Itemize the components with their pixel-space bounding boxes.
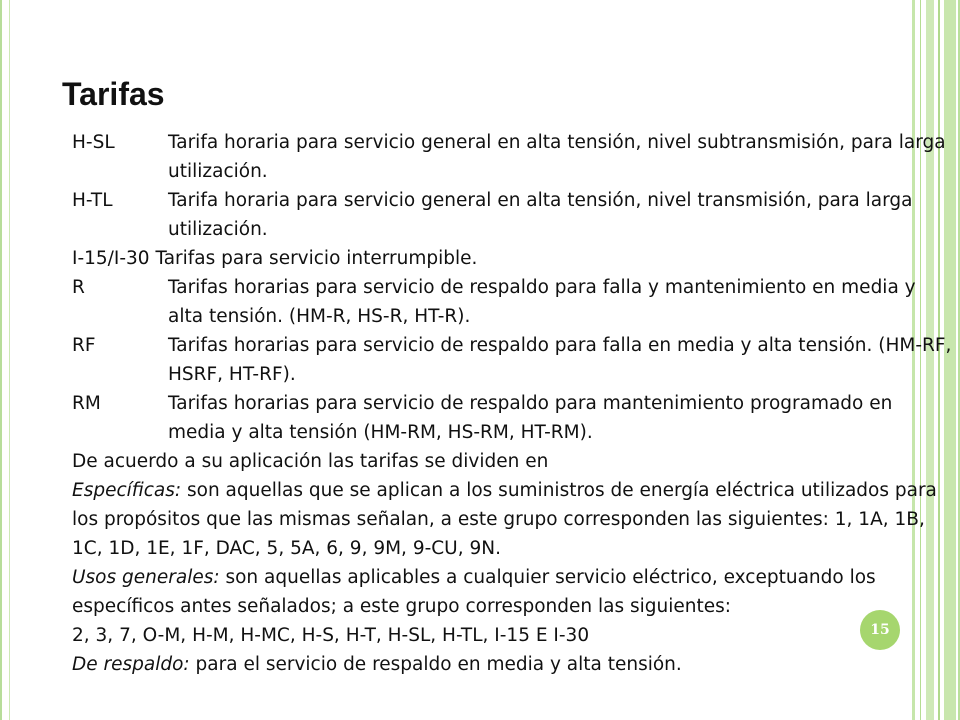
definition-row	[72, 128, 952, 186]
tariff-description: Tarifas horarias para servicio de respaldo para falla en media y alta tensión. (HM-RF, HSRF, HT-RF).	[168, 335, 952, 385]
tariff-code: H-SL	[72, 132, 115, 153]
respaldo-paragraph	[72, 650, 952, 679]
slide-content	[72, 128, 952, 679]
tariff-description: Tarifa horaria para servicio general en alta tensión, nivel subtransmisión, para larga utilización.	[168, 132, 946, 182]
tariff-code: RM	[72, 393, 101, 414]
page-number-badge: 15	[860, 610, 900, 650]
tariff-description: Tarifa horaria para servicio general en alta tensión, nivel transmisión, para larga utilización.	[168, 190, 913, 240]
intro-line: De acuerdo a su aplicación las tarifas se dividen en	[72, 451, 549, 472]
respaldo-text: para el servicio de respaldo en media y alta tensión.	[189, 654, 682, 675]
especificas-text: son aquellas que se aplican a los suministros de energía eléctrica utilizados para los propósitos que las mismas señalan, a este grupo corresponden las siguientes: 1, 1A, 1B, 1C, 1D, 1E, 1F, DAC, 5, 5A, 6, 9, 9M, 9-CU, 9N.	[72, 480, 937, 559]
tariff-description: Tarifas horarias para servicio de respaldo para falla y mantenimiento en media y alta tensión. (HM-R, HS-R, HT-R).	[168, 277, 916, 327]
especificas-paragraph	[72, 476, 952, 563]
definition-row	[72, 273, 952, 331]
generales-text: son aquellas aplicables a cualquier servicio eléctrico, exceptuando los específicos antes señalados; a este grupo corresponden las siguientes:	[72, 567, 876, 617]
left-border-decoration	[0, 0, 12, 720]
definition-row	[72, 389, 952, 447]
tariff-code: RF	[72, 335, 96, 356]
respaldo-label: De respaldo:	[72, 654, 190, 675]
generales-list: 2, 3, 7, O-M, H-M, H-MC, H-S, H-T, H-SL, H-TL, I-15 E I-30	[72, 625, 590, 646]
slide-title: Tarifas	[62, 76, 165, 112]
definition-row	[72, 331, 952, 389]
tariff-code: R	[72, 277, 85, 298]
definition-row	[72, 186, 952, 244]
tariff-code: H-TL	[72, 190, 113, 211]
tariff-description: Tarifas horarias para servicio de respaldo para mantenimiento programado en media y alta tensión (HM-RM, HS-RM, HT-RM).	[168, 393, 893, 443]
generales-label: Usos generales:	[72, 567, 220, 588]
interruptible-line: I-15/I-30 Tarifas para servicio interrumpible.	[72, 248, 478, 269]
generales-paragraph	[72, 563, 952, 621]
especificas-label: Específicas:	[72, 480, 182, 501]
